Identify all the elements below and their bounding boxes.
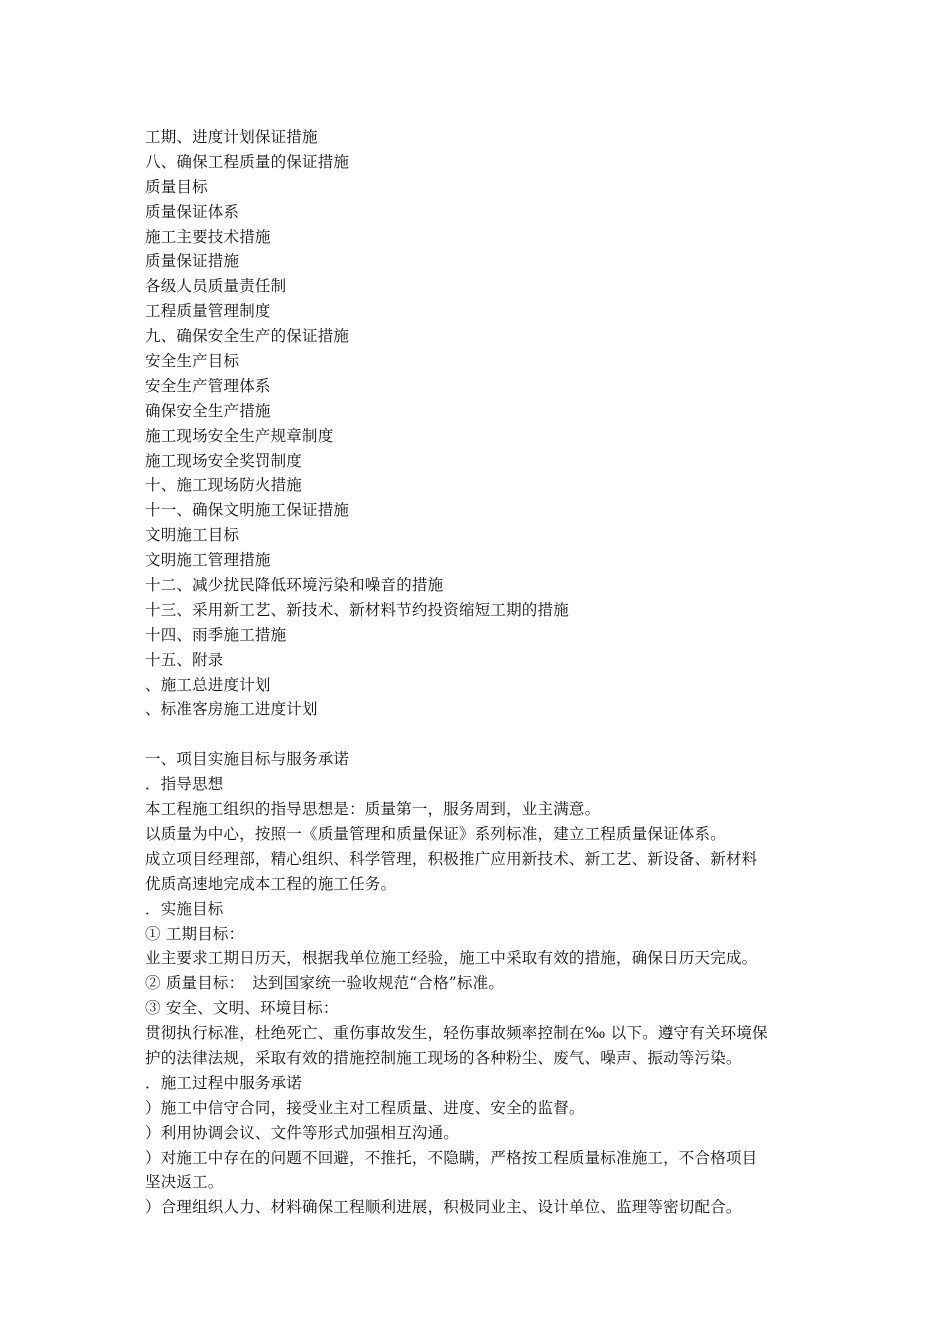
toc-line: 施工现场安全生产规章制度 bbox=[145, 426, 334, 445]
toc-line: 十五、附录 bbox=[145, 650, 224, 669]
list-item: ① 工期目标： bbox=[145, 924, 245, 943]
toc-line: 各级人员质量责任制 bbox=[145, 277, 287, 296]
body-paragraph: 业主要求工期日历天，根据我单位施工经验，施工中采取有效的措施，确保日历天完成。 bbox=[145, 949, 758, 968]
section-heading: 一、项目实施目标与服务承诺 bbox=[145, 750, 350, 769]
toc-line: 质量保证措施 bbox=[145, 252, 240, 271]
toc-line: 十四、雨季施工措施 bbox=[145, 625, 287, 644]
toc-line: 质量保证体系 bbox=[145, 202, 240, 221]
list-item: ）利用协调会议、文件等形式加强相互沟通。 bbox=[145, 1123, 460, 1142]
list-item: ）对施工中存在的问题不回避，不推托，不隐瞒，严格按工程质量标准施工，不合格项目 bbox=[145, 1148, 758, 1167]
toc-line: 文明施工管理措施 bbox=[145, 551, 271, 570]
toc-line: 十三、采用新工艺、新技术、新材料节约投资缩短工期的措施 bbox=[145, 600, 569, 619]
toc-line: 施工现场安全奖罚制度 bbox=[145, 451, 303, 470]
toc-line: 十二、减少扰民降低环境污染和噪音的措施 bbox=[145, 576, 444, 595]
toc-line: 施工主要技术措施 bbox=[145, 227, 271, 246]
body-paragraph: 成立项目经理部，精心组织、科学管理，积极推广应用新技术、新工艺、新设备、新材料 bbox=[145, 849, 758, 868]
toc-line: 、标准客房施工进度计划 bbox=[145, 700, 318, 719]
toc-line: 十一、确保文明施工保证措施 bbox=[145, 501, 350, 520]
toc-line: 工期、进度计划保证措施 bbox=[145, 128, 318, 146]
subsection-heading: ．施工过程中服务承诺 bbox=[145, 1073, 303, 1092]
toc-line: 安全生产管理体系 bbox=[145, 376, 271, 395]
list-item: ② 质量目标： 达到国家统一验收规范“合格”标准。 bbox=[145, 974, 505, 993]
toc-line: 、施工总进度计划 bbox=[145, 675, 271, 694]
subsection-heading: ．实施目标 bbox=[145, 899, 224, 918]
toc-line: 确保安全生产措施 bbox=[145, 401, 271, 420]
body-paragraph: 贯彻执行标准，杜绝死亡、重伤事故发生，轻伤事故频率控制在‰ 以下。遵守有关环境保 bbox=[145, 1024, 768, 1043]
blank-line bbox=[145, 722, 825, 747]
toc-line: 工程质量管理制度 bbox=[145, 302, 271, 321]
toc-line: 文明施工目标 bbox=[145, 526, 240, 545]
list-item-continuation: 坚决返工。 bbox=[145, 1173, 224, 1192]
toc-line: 八、确保工程质量的保证措施 bbox=[145, 152, 350, 171]
body-paragraph: 优质高速地完成本工程的施工任务。 bbox=[145, 874, 397, 893]
body-paragraph: 护的法律法规，采取有效的措施控制施工现场的各种粉尘、废气、噪声、振动等污染。 bbox=[145, 1048, 742, 1067]
body-paragraph: 以质量为中心，按照一《质量管理和质量保证》系列标准，建立工程质量保证体系。 bbox=[145, 824, 726, 843]
toc-line: 十、施工现场防火措施 bbox=[145, 476, 303, 495]
document-text bbox=[145, 125, 825, 1220]
subsection-heading: ．指导思想 bbox=[145, 775, 224, 794]
list-item: ③ 安全、文明、环境目标： bbox=[145, 999, 339, 1018]
list-item: ）合理组织人力、材料确保工程顺利进展，积极同业主、设计单位、监理等密切配合。 bbox=[145, 1198, 742, 1217]
toc-line: 质量目标 bbox=[145, 177, 208, 196]
body-paragraph: 本工程施工组织的指导思想是：质量第一，服务周到，业主满意。 bbox=[145, 800, 601, 819]
toc-line: 九、确保安全生产的保证措施 bbox=[145, 327, 350, 346]
toc-line: 安全生产目标 bbox=[145, 352, 240, 371]
list-item: ）施工中信守合同，接受业主对工程质量、进度、安全的监督。 bbox=[145, 1098, 585, 1117]
